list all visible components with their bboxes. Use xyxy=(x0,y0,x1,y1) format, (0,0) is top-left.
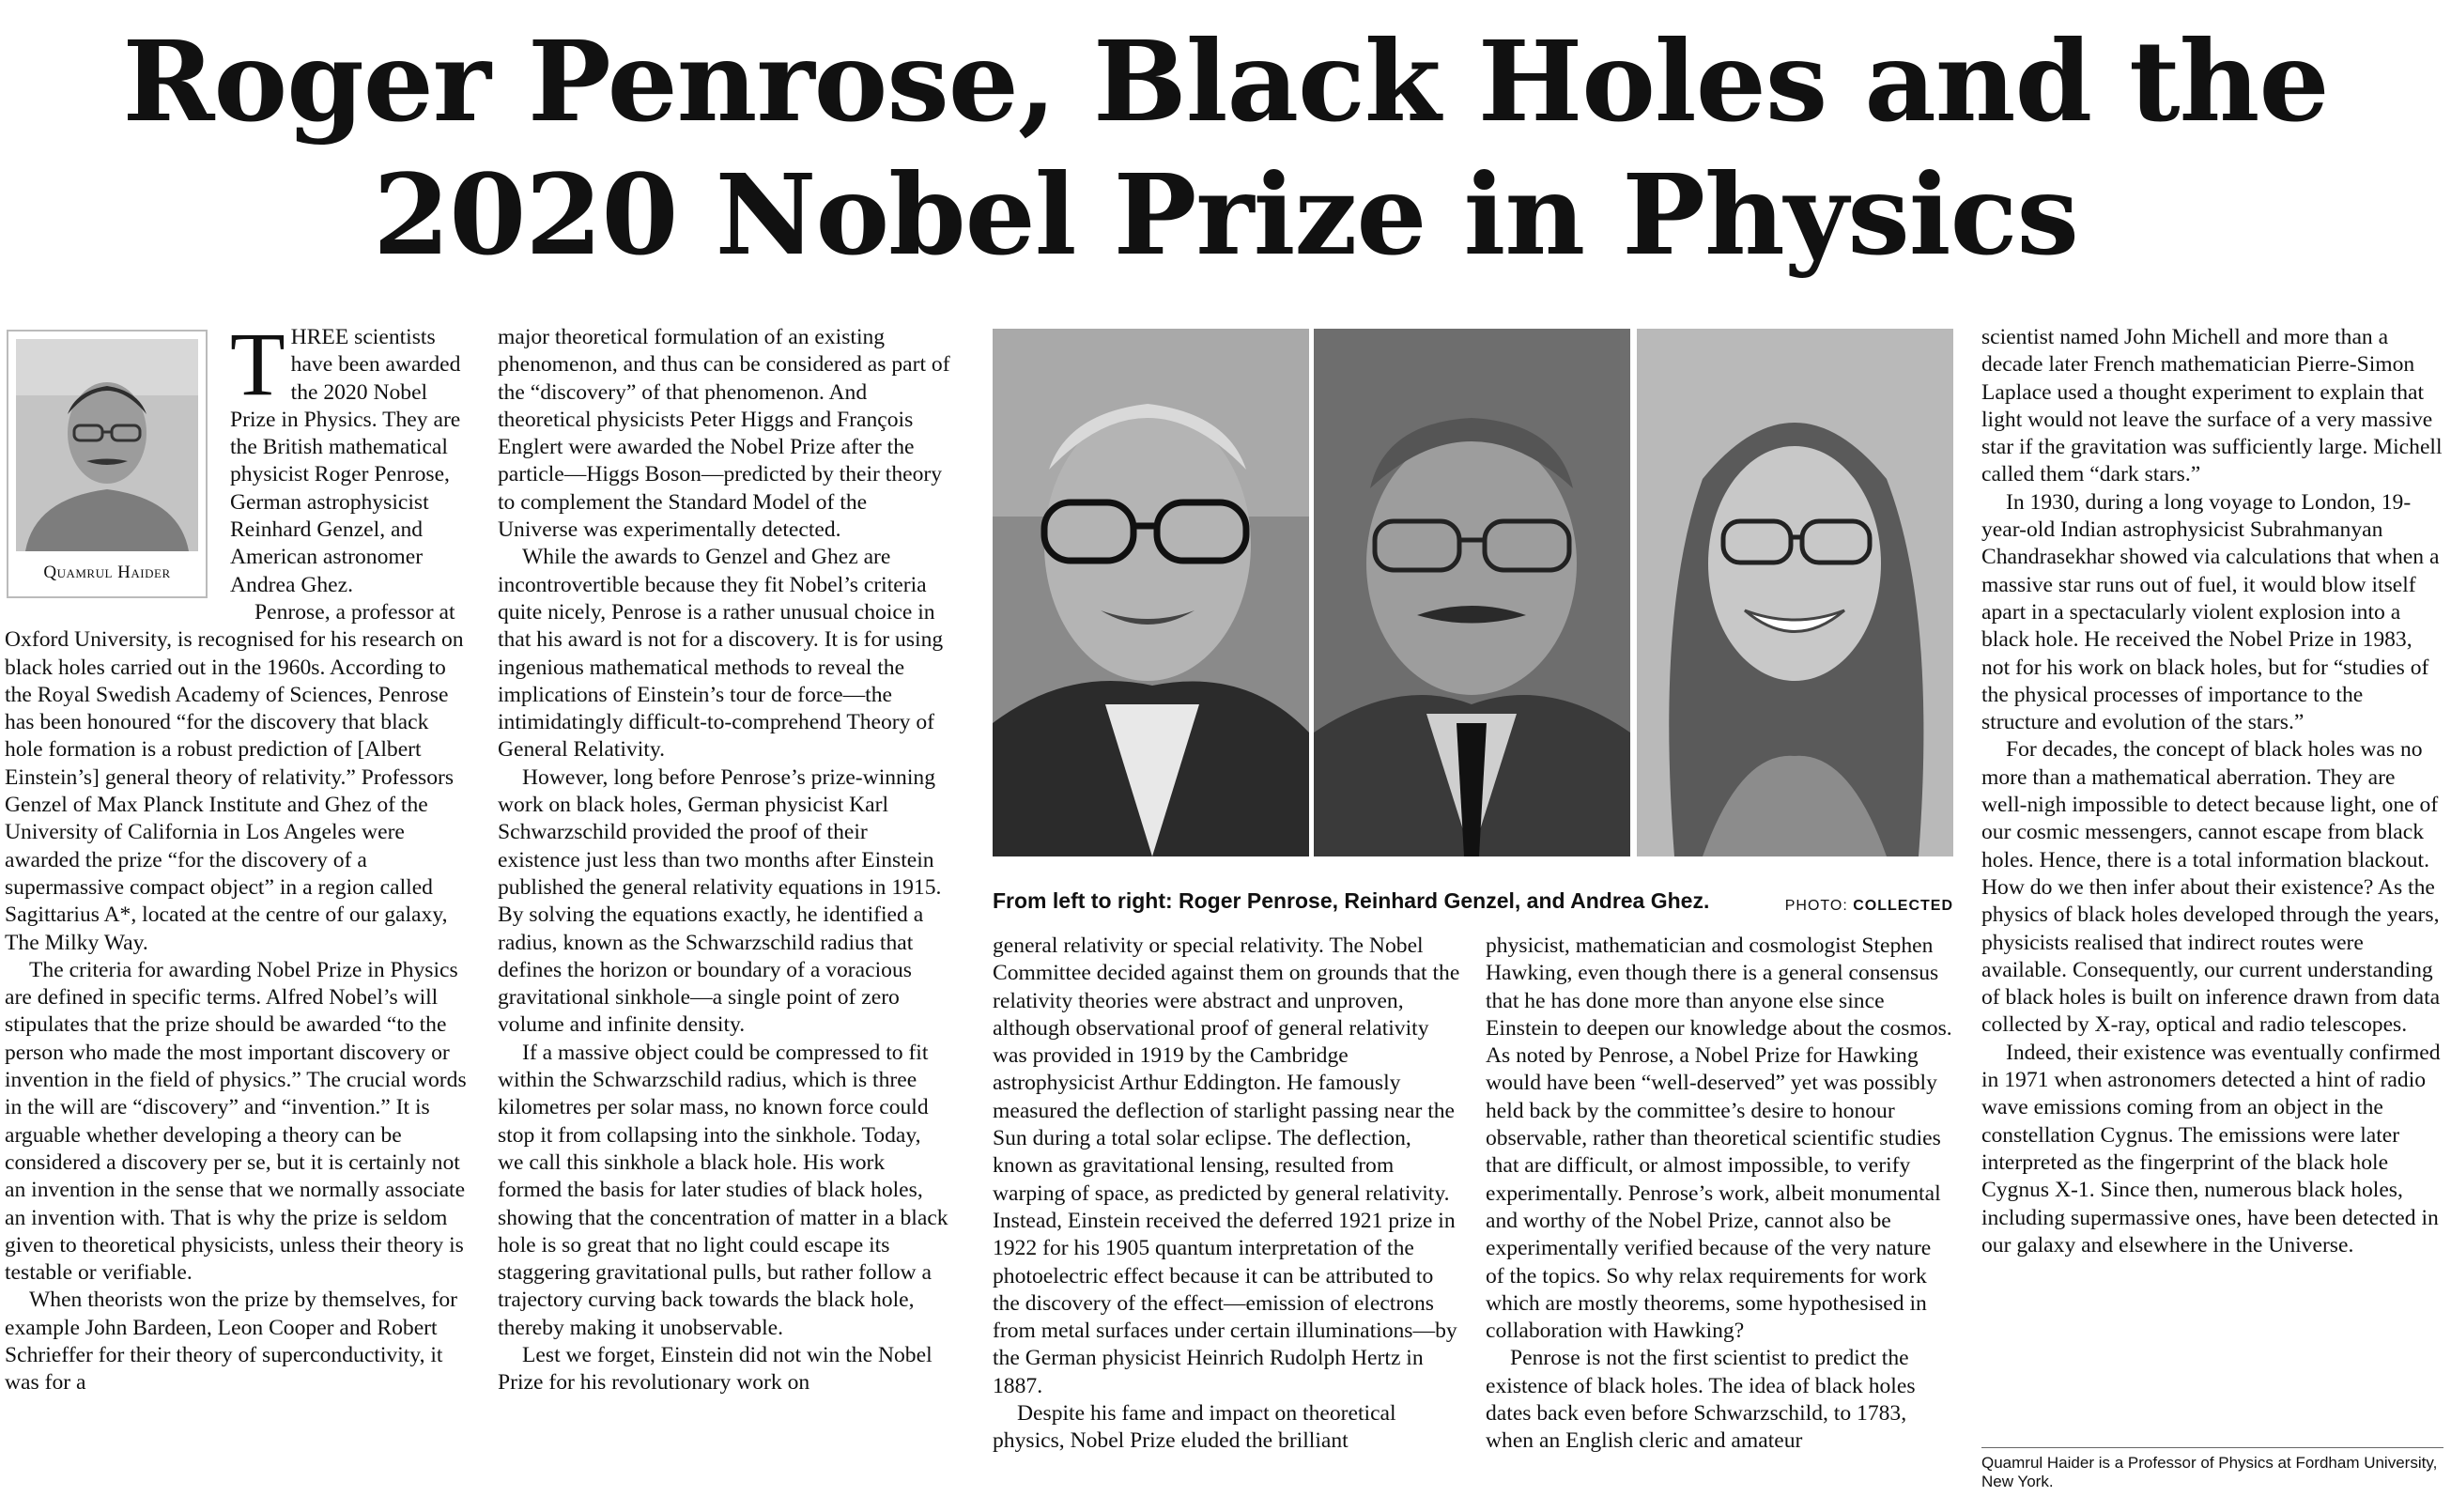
author-photo xyxy=(16,339,198,551)
paragraph: The criteria for awarding Nobel Prize in Physics are defined in specific terms. Alfred Nobel’s will stipulates that the prize should be awarded “to the person who made the most important discovery or invention in the field of physics.” The crucial words in the will are “discovery” and “invention.” It is arguable whether developing a theory can be considered a discovery per se, but it is certainly not an invention in the sense that we normally associate an invention with. That is why the prize is seldom given to theoretical physicists, unless their theory is testable or verifiable. xyxy=(5,957,467,1286)
photo-credit xyxy=(1778,898,1953,915)
portrait-penrose xyxy=(993,329,1309,856)
author-name-caption: Quamrul Haider xyxy=(43,563,171,582)
paragraph: scientist named John Michell and more than a decade later French mathematician Pierre-Simon Laplace used a thought experiment to explain that light would not leave the surface of a very massive star if the gravitation was sufficiently large. Michell called them “dark stars.” xyxy=(1981,325,2443,487)
article-column-2 xyxy=(498,324,951,1397)
portrait-ghez xyxy=(1637,329,1953,856)
paragraph: If a massive object could be compressed to fit within the Schwarzschild radius, which is three kilometres per solar mass, no known force could stop it from collapsing into the sinkhole. Today, we call this sinkhole a black hole. His work formed the basis for later studies of black holes, showing that the concentration of matter in a black hole is so great that no light could escape its staggering gravitational pulls, but rather follow a trajectory curving back towards the black hole, thereby making it unobservable. xyxy=(498,1040,948,1340)
paragraph: Penrose is not the first scientist to predict the existence of black holes. The idea of black holes dates back even before Schwarzschild, to 1783, when an English cleric and amateur xyxy=(1486,1346,1916,1454)
author-photo-box xyxy=(7,330,208,598)
article-headline: Roger Penrose, Black Holes and the 2020 Nobel Prize in Physics xyxy=(122,16,2329,280)
photo-credit-value: COLLECTED xyxy=(1853,898,1953,914)
paragraph: Lest we forget, Einstein did not win the Nobel Prize for his revolutionary work on xyxy=(498,1342,933,1396)
paragraph: For decades, the concept of black holes was no more than a mathematical aberration. They are well-nigh impossible to detect because light, one of our cosmic messengers, cannot escape from black holes. Hence, there is a total information blackout. How do we then infer about their existence? As the physics of black holes developed through the years, physicists realised that indirect routes were available. Consequently, our current understanding of black holes is built on inference drawn from data collected by X-ray, optical and radio telescopes. xyxy=(1981,737,2441,1038)
paragraph: major theoretical formulation of an existing phenomenon, and thus can be considered as part of the “discovery” of that phenomenon. And theoretical physicists Peter Higgs and François Englert were awarded the Nobel Prize after the particle—Higgs Boson—predicted by their theory to complement the Standard Model of the Universe was experimentally detected. xyxy=(498,325,950,543)
article-column-3 xyxy=(993,933,1462,1456)
author-bio-note: Quamrul Haider is a Professor of Physics at Fordham University, New York. xyxy=(1981,1454,2438,1490)
paragraph: Despite his fame and impact on theoretical physics, Nobel Prize eluded the brilliant xyxy=(993,1401,1396,1454)
paragraph: While the awards to Genzel and Ghez are incontrovertible because they fit Nobel’s criteria quite nicely, Penrose is a rather unusual choice in that his award is not for a discovery. It is for using ingenious mathematical methods to reveal the implications of Einstein’s tour de force—the intimidatingly difficult-to-comprehend Theory of General Relativity. xyxy=(498,545,944,763)
paragraph: general relativity or special relativity. The Nobel Committee decided against them on grounds that the relativity theories were abstract and unproven, although observational proof of general relativity was provided in 1919 by the Cambridge astrophysicist Arthur Eddington. He famously measured the deflection of starlight passing near the Sun during a total solar eclipse. The deflection, known as gravitational lensing, resulted from warping of space, as predicted by general relativity. Instead, Einstein received the deferred 1921 prize in 1922 for his 1905 quantum interpretation of the photoelectric effect because it can be attributed to the discovery of the effect—emission of electrons from metal surfaces under certain illuminations—by the German physicist Heinrich Rudolph Hertz in 1887. xyxy=(993,933,1460,1398)
paragraph: However, long before Penrose’s prize-winning work on black holes, German physicist Karl Schwarzschild provided the proof of their existence just less than two months after Einstein published the general relativity equations in 1915. By solving the equations exactly, he identified a radius, known as the Schwarzschild radius that defines the horizon or boundary of a voracious gravitational sinkhole—a single point of zero volume and infinite density. xyxy=(498,764,942,1038)
paragraph: When theorists won the prize by themselves, for example John Bardeen, Leon Cooper and Robert Schrieffer for their theory of superconductivity, it was for a xyxy=(5,1288,458,1396)
article-column-5 xyxy=(1981,324,2443,1259)
paragraph: physicist, mathematician and cosmologist Stephen Hawking, even though there is a general consensus that he has done more than anyone else since Einstein to deepen our knowledge about the cosmos. As noted by Penrose, a Nobel Prize for Hawking would have been “well-deserved” yet was possibly held back by the committee’s desire to honour observable, rather than theoretical scientific studies that are difficult, or almost impossible, to verify experimentally. Penrose’s work, albeit monumental and worthy of the Nobel Prize, cannot also be experimentally verified because of the very nature of the topics. So why relax requirements for work which are mostly theorems, some hypothesised in collaboration with Hawking? xyxy=(1486,933,1952,1344)
photo-credit-label: PHOTO: xyxy=(1784,898,1848,914)
author-portrait-image xyxy=(16,339,198,551)
paragraph: Penrose, a professor at Oxford University, is recognised for his research on black holes carried out in the 1960s. According to the Royal Swedish Academy of Sciences, Penrose has been honoured “for the discovery that black hole formation is a robust prediction of [Albert Einstein’s] general theory of relativity.” Professors Genzel of Max Planck Institute and Ghez of the University of California in Los Angeles were awarded the prize “for the discovery of a supermassive compact object” in a region called Sagittarius A*, located at the centre of our galaxy, The Milky Way. xyxy=(5,599,464,955)
drop-cap: T xyxy=(230,314,285,414)
paragraph: Indeed, their existence was eventually confirmed in 1971 when astronomers detected a hint of radio wave emissions coming from an object in the constellation Cygnus. The emissions were later interpreted as the fingerprint of the black hole Cygnus X-1. Since then, numerous black holes, including supermassive ones, have been detected in our galaxy and elsewhere in the Universe. xyxy=(1981,1040,2441,1257)
photo-caption: From left to right: Roger Penrose, Reinhard Genzel, and Andrea Ghez. xyxy=(993,888,1710,913)
footer-divider xyxy=(1981,1447,2443,1448)
portrait-genzel xyxy=(1314,329,1630,856)
article-column-4 xyxy=(1486,933,1952,1456)
laureates-photo xyxy=(993,329,1953,856)
article-column-1 xyxy=(5,314,471,1397)
paragraph: In 1930, during a long voyage to London, 19-year-old Indian astrophysicist Subrahmanyan Chandrasekhar showed via calculations that when a massive star runs out of fuel, it would blow itself apart in a spectacularly violent explosion into a black hole. He received the Nobel Prize in 1983, not for his work on black holes, but for “studies of the physical processes of importance to the structure and evolution of the stars.” xyxy=(1981,489,2440,735)
paragraph: HREE scientists have been awarded the 2020 Nobel Prize in Physics. They are the British mathematical physicist Roger Penrose, German astrophysicist Reinhard Genzel, and American astronomer Andrea Ghez. xyxy=(230,325,461,597)
